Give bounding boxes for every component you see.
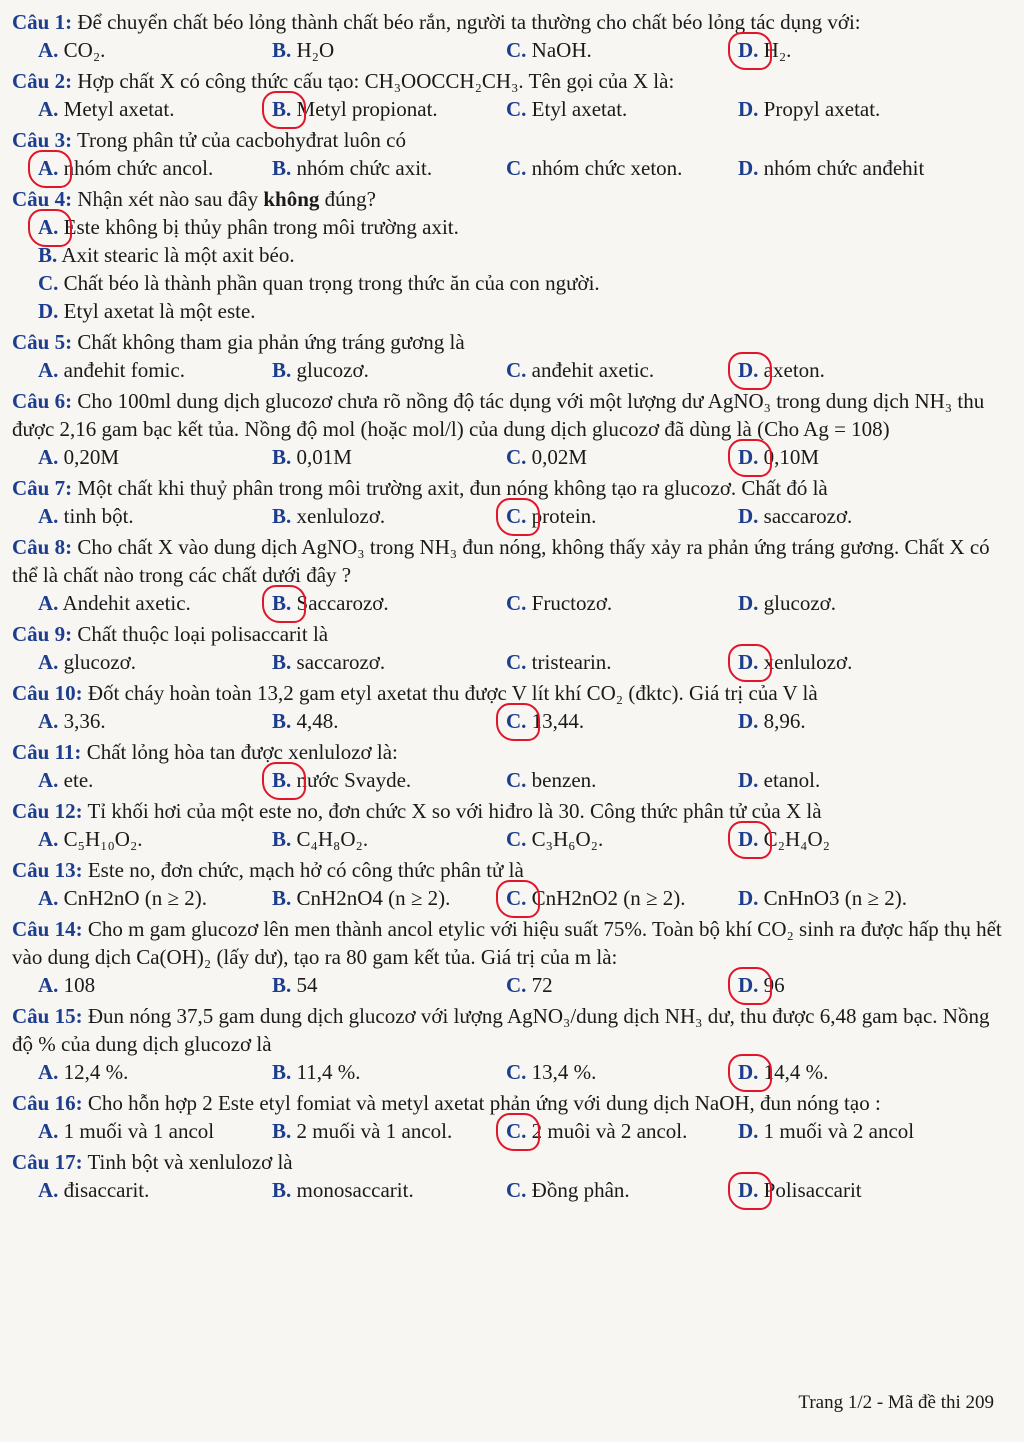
answer-option-c[interactable] xyxy=(506,707,738,735)
answer-option-c[interactable] xyxy=(506,971,738,999)
question-17 xyxy=(12,1148,1002,1204)
question-11 xyxy=(12,738,1002,794)
answer-options xyxy=(12,971,1002,999)
question-body: Trong phân tử của cacbohyđrat luôn có xyxy=(76,128,406,152)
option-text: Propyl axetat. xyxy=(763,97,881,121)
answer-options xyxy=(12,1176,1002,1204)
answer-option-a[interactable] xyxy=(38,971,272,999)
answer-option-d[interactable] xyxy=(738,443,998,471)
question-label: Câu 15: xyxy=(12,1004,83,1028)
question-14 xyxy=(12,915,1002,999)
option-text: nước Svayde. xyxy=(296,768,412,792)
option-letter: D. xyxy=(738,1178,759,1202)
answer-options xyxy=(12,36,1002,64)
option-text: saccarozơ. xyxy=(763,504,853,528)
option-letter: D. xyxy=(38,299,59,323)
option-text: H₂. xyxy=(763,38,792,62)
answer-option-a[interactable] xyxy=(38,707,272,735)
question-label: Câu 17: xyxy=(12,1150,83,1174)
option-letter: D. xyxy=(738,827,759,851)
question-9 xyxy=(12,620,1002,676)
question-2 xyxy=(12,67,1002,123)
answer-option-d[interactable] xyxy=(38,297,998,325)
option-letter: D. xyxy=(738,358,759,382)
option-text: Đồng phân. xyxy=(531,1178,630,1202)
answer-option-d[interactable] xyxy=(738,971,998,999)
option-letter: A. xyxy=(38,215,59,239)
question-16 xyxy=(12,1089,1002,1145)
question-1 xyxy=(12,8,1002,64)
question-text xyxy=(12,474,1002,502)
answer-options xyxy=(12,825,1002,853)
answer-option-b[interactable] xyxy=(272,971,506,999)
question-body: Cho m gam glucozơ lên men thành ancol etylic với hiệu suất 75%. Toàn bộ khí CO₂ sinh ra được hấp thụ hết vào dung dịch Ca(OH)₂ (lấy dư), tạo ra 80 gam kết tủa. Giá trị của m là: xyxy=(12,917,1002,969)
question-body: Cho 100ml dung dịch glucozơ chưa rõ nồng độ tác dụng với một lượng dư AgNO₃ trong dung dịch NH₃ thu được 2,16 gam bạc kết tủa. Nồng độ mol (hoặc mol/l) của dung dịch glucozơ đã dùng là (Cho Ag = 108) xyxy=(12,389,985,441)
question-body: Chất không tham gia phản ứng tráng gương là xyxy=(77,330,465,354)
question-body: Tỉ khối hơi của một este no, đơn chức X so với hiđro là 30. Công thức phân tử của X là xyxy=(87,799,822,823)
option-text: C₄H₈O₂. xyxy=(296,827,369,851)
option-text: monosaccarit. xyxy=(296,1178,414,1202)
answer-option-d[interactable] xyxy=(738,589,998,617)
question-text xyxy=(12,620,1002,648)
answer-option-c[interactable] xyxy=(506,884,738,912)
question-label: Câu 10: xyxy=(12,681,83,705)
answer-option-a[interactable] xyxy=(38,213,998,241)
option-letter: C. xyxy=(506,156,527,180)
option-text: 12,4 %. xyxy=(63,1060,129,1084)
answer-option-b[interactable] xyxy=(38,241,998,269)
question-body: Hợp chất X có công thức cấu tạo: CH₃OOCCH₂CH₃. Tên gọi của X là: xyxy=(77,69,675,93)
answer-option-b[interactable] xyxy=(272,95,506,123)
answer-option-c[interactable] xyxy=(506,154,738,182)
answer-option-b[interactable] xyxy=(272,766,506,794)
answer-option-d[interactable] xyxy=(738,502,998,530)
option-text: 11,4 %. xyxy=(296,1060,361,1084)
question-text xyxy=(12,797,1002,825)
option-letter: B. xyxy=(272,504,292,528)
question-label: Câu 3: xyxy=(12,128,73,152)
question-text xyxy=(12,387,1002,443)
option-text: nhóm chức axit. xyxy=(296,156,433,180)
question-15 xyxy=(12,1002,1002,1086)
question-body: Một chất khi thuỷ phân trong môi trường axit, đun nóng không tạo ra glucozơ. Chất đó là xyxy=(77,476,828,500)
option-text: C₃H₆O₂. xyxy=(531,827,604,851)
option-letter: A. xyxy=(38,504,59,528)
option-text: C₅H₁₀O₂. xyxy=(63,827,143,851)
option-letter: A. xyxy=(38,1060,59,1084)
option-text: Axit stearic là một axit béo. xyxy=(61,243,295,267)
option-letter: D. xyxy=(738,973,759,997)
option-letter: C. xyxy=(506,827,527,851)
question-body: Nhận xét nào sau đây xyxy=(77,187,259,211)
option-letter: D. xyxy=(738,156,759,180)
answer-option-d[interactable] xyxy=(738,648,998,676)
option-letter: C. xyxy=(506,886,527,910)
option-letter: A. xyxy=(38,97,59,121)
option-letter: C. xyxy=(506,973,527,997)
answer-option-a[interactable] xyxy=(38,589,272,617)
option-letter: D. xyxy=(738,504,759,528)
option-text: Polisaccarit xyxy=(763,1178,862,1202)
answer-option-c[interactable] xyxy=(506,1117,738,1145)
option-letter: C. xyxy=(506,709,527,733)
question-text xyxy=(12,8,1002,36)
option-letter: A. xyxy=(38,445,59,469)
option-letter: A. xyxy=(38,358,59,382)
answer-option-d[interactable] xyxy=(738,884,998,912)
question-text xyxy=(12,126,1002,154)
answer-option-a[interactable] xyxy=(38,1176,272,1204)
option-text: nhóm chức anđehit xyxy=(763,156,925,180)
option-text: anđehit axetic. xyxy=(531,358,655,382)
answer-option-c[interactable] xyxy=(506,648,738,676)
option-letter: D. xyxy=(738,768,759,792)
option-letter: D. xyxy=(738,591,759,615)
answer-option-a[interactable] xyxy=(38,502,272,530)
answer-option-d[interactable] xyxy=(738,1117,998,1145)
question-6 xyxy=(12,387,1002,471)
answer-option-b[interactable] xyxy=(272,707,506,735)
option-letter: B. xyxy=(272,38,292,62)
option-text: Etyl axetat là một este. xyxy=(63,299,256,323)
question-body-end: đúng? xyxy=(324,187,376,211)
option-text: CnH2nO2 (n ≥ 2). xyxy=(531,886,686,910)
option-letter: B. xyxy=(272,1119,292,1143)
option-text: 108 xyxy=(63,973,96,997)
question-body: Cho hỗn hợp 2 Este etyl fomiat và metyl axetat phản ứng với dung dịch NaOH, đun nóng tạo : xyxy=(87,1091,881,1115)
option-text: CnHnO3 (n ≥ 2). xyxy=(763,886,908,910)
option-text: CnH2nO (n ≥ 2). xyxy=(63,886,208,910)
option-letter: A. xyxy=(38,591,59,615)
question-label: Câu 13: xyxy=(12,858,83,882)
option-text: 0,02M xyxy=(531,445,588,469)
answer-options xyxy=(12,443,1002,471)
option-text: Andehit axetic. xyxy=(62,591,191,615)
answer-option-d[interactable] xyxy=(738,1176,998,1204)
answer-option-b[interactable] xyxy=(272,1117,506,1145)
option-letter: A. xyxy=(38,886,59,910)
answer-options xyxy=(12,356,1002,384)
option-text: 13,44. xyxy=(531,709,585,733)
answer-option-d[interactable] xyxy=(738,154,998,182)
option-letter: B. xyxy=(272,358,292,382)
question-text xyxy=(12,679,1002,707)
question-text xyxy=(12,856,1002,884)
answer-option-c[interactable] xyxy=(38,269,998,297)
question-label: Câu 6: xyxy=(12,389,73,413)
option-text: 96 xyxy=(763,973,785,997)
answer-option-d[interactable] xyxy=(738,1058,998,1086)
question-body: Este no, đơn chức, mạch hở có công thức phân tử là xyxy=(87,858,524,882)
option-letter: B. xyxy=(272,973,292,997)
answer-options xyxy=(12,648,1002,676)
option-text: tinh bột. xyxy=(63,504,134,528)
question-label: Câu 2: xyxy=(12,69,73,93)
option-letter: C. xyxy=(506,1178,527,1202)
option-text: 72 xyxy=(531,973,553,997)
question-body: Đốt cháy hoàn toàn 13,2 gam etyl axetat thu được V lít khí CO₂ (đktc). Giá trị của V là xyxy=(87,681,818,705)
option-letter: C. xyxy=(506,97,527,121)
question-5 xyxy=(12,328,1002,384)
question-text xyxy=(12,328,1002,356)
option-text: anđehit fomic. xyxy=(63,358,185,382)
answer-option-c[interactable] xyxy=(506,766,738,794)
option-letter: C. xyxy=(506,1060,527,1084)
answer-option-a[interactable] xyxy=(38,36,272,64)
question-text xyxy=(12,1002,1002,1058)
answer-option-c[interactable] xyxy=(506,1176,738,1204)
option-letter: C. xyxy=(506,1119,527,1143)
option-letter: C. xyxy=(506,768,527,792)
question-label: Câu 11: xyxy=(12,740,82,764)
answer-option-a[interactable] xyxy=(38,95,272,123)
option-text: 14,4 %. xyxy=(763,1060,829,1084)
option-letter: B. xyxy=(272,827,292,851)
option-letter: B. xyxy=(272,886,292,910)
option-letter: A. xyxy=(38,973,59,997)
option-text: 3,36. xyxy=(63,709,106,733)
option-text: CO₂. xyxy=(63,38,106,62)
option-letter: B. xyxy=(272,709,292,733)
option-text: 1 muối và 2 ancol xyxy=(763,1119,915,1143)
page-footer: Trang 1/2 - Mã đề thi 209 xyxy=(798,1392,994,1413)
option-text: 13,4 %. xyxy=(531,1060,597,1084)
option-letter: B. xyxy=(272,591,292,615)
option-text: Metyl axetat. xyxy=(63,97,175,121)
answer-options xyxy=(12,502,1002,530)
answer-option-a[interactable] xyxy=(38,825,272,853)
option-text: NaOH. xyxy=(531,38,592,62)
answer-option-a[interactable] xyxy=(38,443,272,471)
question-body: Chất thuộc loại polisaccarit là xyxy=(77,622,329,646)
question-text xyxy=(12,67,1002,95)
answer-option-d[interactable] xyxy=(738,356,998,384)
option-letter: D. xyxy=(738,97,759,121)
option-text: nhóm chức xeton. xyxy=(531,156,683,180)
option-letter: C. xyxy=(506,591,527,615)
option-text: Este không bị thủy phân trong môi trường axit. xyxy=(63,215,459,239)
option-letter: C. xyxy=(506,504,527,528)
question-label: Câu 9: xyxy=(12,622,73,646)
answer-option-b[interactable] xyxy=(272,356,506,384)
option-letter: D. xyxy=(738,886,759,910)
option-letter: B. xyxy=(38,243,58,267)
answer-option-d[interactable] xyxy=(738,95,998,123)
option-text: 8,96. xyxy=(763,709,806,733)
option-letter: C. xyxy=(506,650,527,674)
question-body: Tinh bột và xenlulozơ là xyxy=(87,1150,293,1174)
answer-options xyxy=(12,884,1002,912)
question-label: Câu 7: xyxy=(12,476,73,500)
answer-option-a[interactable] xyxy=(38,1058,272,1086)
option-letter: C. xyxy=(506,38,527,62)
answer-option-a[interactable] xyxy=(38,1117,272,1145)
answer-option-c[interactable] xyxy=(506,1058,738,1086)
option-text: 0,01M xyxy=(296,445,352,469)
answer-options xyxy=(12,213,1002,325)
question-8 xyxy=(12,533,1002,617)
answer-option-d[interactable] xyxy=(738,36,998,64)
option-text: đisaccarit. xyxy=(63,1178,150,1202)
question-text xyxy=(12,738,1002,766)
question-body: Chất lỏng hòa tan được xenlulozơ là: xyxy=(86,740,398,764)
option-text: H₂O xyxy=(296,38,335,62)
option-letter: B. xyxy=(272,650,292,674)
question-label: Câu 4: xyxy=(12,187,73,211)
answer-option-b[interactable] xyxy=(272,825,506,853)
option-letter: D. xyxy=(738,1060,759,1084)
option-text: Metyl propionat. xyxy=(296,97,438,121)
option-text: nhóm chức ancol. xyxy=(63,156,214,180)
option-letter: A. xyxy=(38,38,59,62)
option-letter: D. xyxy=(738,38,759,62)
option-text: benzen. xyxy=(531,768,597,792)
question-text xyxy=(12,1148,1002,1176)
option-letter: B. xyxy=(272,156,292,180)
question-label: Câu 5: xyxy=(12,330,73,354)
question-label: Câu 8: xyxy=(12,535,73,559)
answer-option-c[interactable] xyxy=(506,825,738,853)
question-label: Câu 14: xyxy=(12,917,83,941)
answer-option-c[interactable] xyxy=(506,356,738,384)
answer-option-b[interactable] xyxy=(272,502,506,530)
option-letter: D. xyxy=(738,1119,759,1143)
question-body: Cho chất X vào dung dịch AgNO₃ trong NH₃ đun nóng, không thấy xảy ra phản ứng tráng gương. Chất X có thể là chất nào trong các chất dưới đây ? xyxy=(12,535,990,587)
option-text: Chất béo là thành phần quan trọng trong thức ăn của con người. xyxy=(63,271,600,295)
option-text: 0,10M xyxy=(763,445,820,469)
option-letter: A. xyxy=(38,827,59,851)
question-3 xyxy=(12,126,1002,182)
exam-page xyxy=(12,8,1002,1207)
option-letter: C. xyxy=(506,358,527,382)
answer-option-d[interactable] xyxy=(738,825,998,853)
answer-option-a[interactable] xyxy=(38,356,272,384)
option-letter: D. xyxy=(738,709,759,733)
answer-options xyxy=(12,95,1002,123)
option-text: xenlulozơ. xyxy=(296,504,386,528)
option-letter: A. xyxy=(38,156,59,180)
question-4 xyxy=(12,185,1002,325)
option-text: glucozơ. xyxy=(763,591,837,615)
answer-option-c[interactable] xyxy=(506,95,738,123)
answer-option-a[interactable] xyxy=(38,766,272,794)
answer-option-b[interactable] xyxy=(272,1176,506,1204)
option-letter: B. xyxy=(272,445,292,469)
answer-options xyxy=(12,154,1002,182)
answer-option-a[interactable] xyxy=(38,648,272,676)
answer-options xyxy=(12,707,1002,735)
question-emphasis: không xyxy=(263,187,320,211)
option-letter: B. xyxy=(272,1060,292,1084)
option-text: xenlulozơ. xyxy=(763,650,853,674)
answer-option-b[interactable] xyxy=(272,154,506,182)
answer-options xyxy=(12,766,1002,794)
question-10 xyxy=(12,679,1002,735)
option-letter: A. xyxy=(38,1178,59,1202)
option-text: Fructozơ. xyxy=(531,591,613,615)
option-letter: C. xyxy=(38,271,59,295)
answer-option-a[interactable] xyxy=(38,154,272,182)
question-label: Câu 1: xyxy=(12,10,73,34)
answer-option-b[interactable] xyxy=(272,884,506,912)
option-text: C₂H₄O₂ xyxy=(763,827,830,851)
option-text: axeton. xyxy=(763,358,825,382)
answer-option-c[interactable] xyxy=(506,443,738,471)
answer-option-c[interactable] xyxy=(506,36,738,64)
answer-option-b[interactable] xyxy=(272,36,506,64)
question-body: Đun nóng 37,5 gam dung dịch glucozơ với lượng AgNO₃/dung dịch NH₃ dư, thu được 6,48 gam bạc. Nồng độ % của dung dịch glucozơ là xyxy=(12,1004,990,1056)
option-text: 0,20M xyxy=(63,445,120,469)
question-label: Câu 16: xyxy=(12,1091,83,1115)
question-body: Để chuyển chất béo lỏng thành chất béo rắn, người ta thường cho chất béo lỏng tác dụng với: xyxy=(77,10,861,34)
answer-option-b[interactable] xyxy=(272,589,506,617)
answer-options xyxy=(12,1058,1002,1086)
option-text: 4,48. xyxy=(296,709,339,733)
question-text xyxy=(12,915,1002,971)
question-text xyxy=(12,1089,1002,1117)
option-letter: C. xyxy=(506,445,527,469)
answer-options xyxy=(12,1117,1002,1145)
answer-option-b[interactable] xyxy=(272,443,506,471)
option-letter: A. xyxy=(38,1119,59,1143)
option-text: 54 xyxy=(296,973,318,997)
option-text: etanol. xyxy=(763,768,821,792)
option-text: CnH2nO4 (n ≥ 2). xyxy=(296,886,451,910)
answer-option-c[interactable] xyxy=(506,589,738,617)
answer-option-a[interactable] xyxy=(38,884,272,912)
option-text: 2 muối và 1 ancol. xyxy=(296,1119,453,1143)
answer-option-b[interactable] xyxy=(272,1058,506,1086)
option-text: glucozơ. xyxy=(63,650,137,674)
option-letter: B. xyxy=(272,1178,292,1202)
option-letter: B. xyxy=(272,768,292,792)
option-text: saccarozơ. xyxy=(296,650,386,674)
option-letter: B. xyxy=(272,97,292,121)
option-text: 1 muối và 1 ancol xyxy=(63,1119,215,1143)
option-text: ete. xyxy=(63,768,94,792)
option-text: tristearin. xyxy=(531,650,612,674)
option-letter: D. xyxy=(738,445,759,469)
answer-option-c[interactable] xyxy=(506,502,738,530)
answer-option-d[interactable] xyxy=(738,766,998,794)
option-letter: A. xyxy=(38,768,59,792)
option-text: Saccarozơ. xyxy=(296,591,389,615)
option-text: 2 muôi và 2 ancol. xyxy=(531,1119,688,1143)
question-text xyxy=(12,185,1002,213)
question-12 xyxy=(12,797,1002,853)
answer-option-b[interactable] xyxy=(272,648,506,676)
answer-options xyxy=(12,589,1002,617)
option-letter: D. xyxy=(738,650,759,674)
answer-option-d[interactable] xyxy=(738,707,998,735)
question-13 xyxy=(12,856,1002,912)
option-text: glucozơ. xyxy=(296,358,369,382)
question-label: Câu 12: xyxy=(12,799,83,823)
option-text: protein. xyxy=(531,504,597,528)
option-letter: A. xyxy=(38,650,59,674)
option-text: Etyl axetat. xyxy=(531,97,628,121)
question-text xyxy=(12,533,1002,589)
option-letter: A. xyxy=(38,709,59,733)
question-7 xyxy=(12,474,1002,530)
